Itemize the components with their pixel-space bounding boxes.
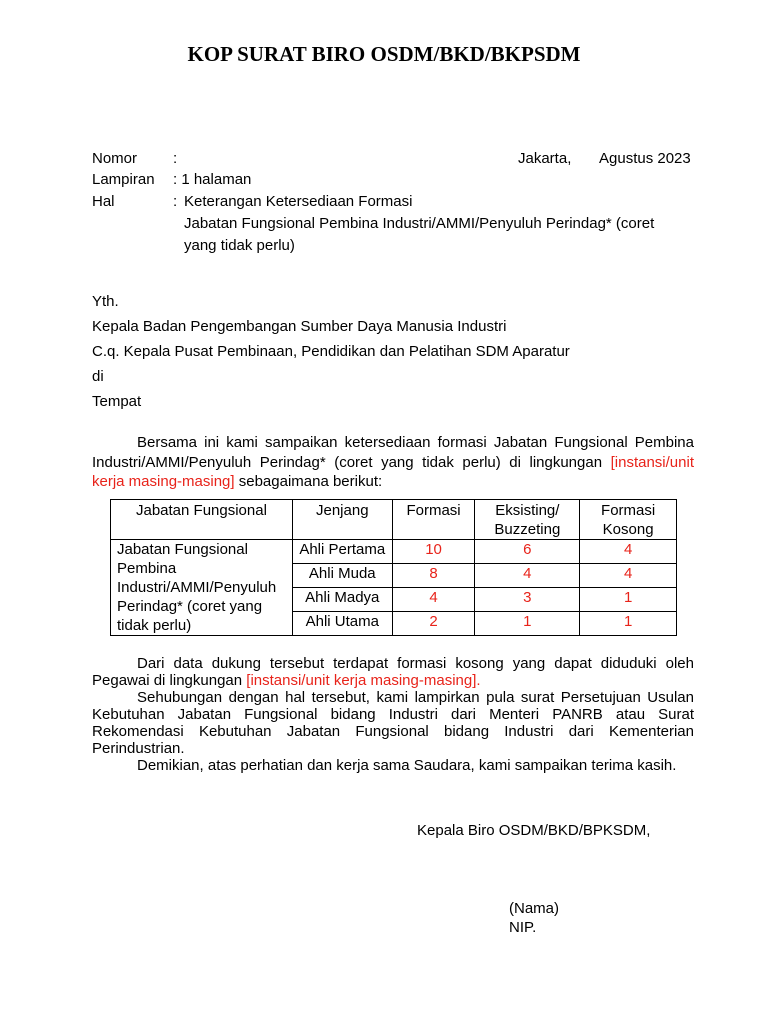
cell-jenjang: Ahli Muda <box>292 564 392 588</box>
paragraph-1 <box>92 655 694 689</box>
signature-title: Kepala Biro OSDM/BKD/BPKSDM, <box>417 822 651 839</box>
formasi-table <box>110 499 677 636</box>
cell-formasi: 8 <box>392 564 475 588</box>
cell-jenjang: Ahli Madya <box>292 588 392 612</box>
cell-eksisting: 1 <box>475 612 580 636</box>
intro-text: Bersama ini kami sampaikan ketersediaan formasi Jabatan Fungsional Pembina Industri/AMMI/Penyuluh Perindag* (coret yang tidak perlu) di lingkungan <box>92 434 694 471</box>
header-jenjang: Jenjang <box>292 500 392 540</box>
cell-formasi: 4 <box>392 588 475 612</box>
paragraph-2: Sehubungan dengan hal tersebut, kami lampirkan pula surat Persetujuan Usulan Kebutuhan Jabatan Fungsional bidang Industri dari Menteri PANRB atau Surat Rekomendasi Kebutuhan Jabatan Fungsional bidang Industri dari Kementerian Perindustrian. <box>92 689 694 757</box>
hal-line-2: Jabatan Fungsional Pembina Industri/AMMI/Penyuluh Perindag* (coret <box>184 215 655 232</box>
hal-line-3: yang tidak perlu) <box>184 237 295 254</box>
cell-jenjang: Ahli Utama <box>292 612 392 636</box>
cell-formasi: 2 <box>392 612 475 636</box>
table-row <box>111 540 677 564</box>
body-text <box>92 655 694 774</box>
header-formasi: Formasi <box>392 500 475 540</box>
cell-eksisting: 4 <box>475 564 580 588</box>
letter-date: Agustus 2023 <box>599 150 691 167</box>
cell-kosong: 1 <box>580 588 677 612</box>
recipient-yth: Yth. <box>92 293 119 310</box>
header-kosong: Formasi Kosong <box>580 500 677 540</box>
intro-highlight: [instansi/unit kerja masing-masing] <box>92 453 694 490</box>
recipient-di: di <box>92 368 104 385</box>
lampiran-label: Lampiran <box>92 171 155 188</box>
cell-jabatan: Jabatan Fungsional Pembina Industri/AMMI/Penyuluh Perindag* (coret yang tidak perlu) <box>111 540 293 636</box>
table-header-row <box>111 500 677 540</box>
recipient-tempat: Tempat <box>92 393 142 410</box>
paragraph-1-highlight: [instansi/unit kerja masing-masing]. <box>246 672 481 689</box>
cell-eksisting: 6 <box>475 540 580 564</box>
letter-city: Jakarta, <box>518 150 572 167</box>
header-eksisting: Eksisting/ Buzzeting <box>475 500 580 540</box>
letterhead-title: KOP SURAT BIRO OSDM/BKD/BKPSDM <box>187 42 581 66</box>
signature-nip: NIP. <box>509 919 537 936</box>
header-jabatan: Jabatan Fungsional <box>111 500 293 540</box>
nomor-value: : <box>173 150 178 167</box>
recipient-line-2: C.q. Kepala Pusat Pembinaan, Pendidikan dan Pelatihan SDM Aparatur <box>92 343 570 360</box>
cell-kosong: 1 <box>580 612 677 636</box>
intro-text-end: sebagaimana berikut: <box>234 473 383 490</box>
cell-eksisting: 3 <box>475 588 580 612</box>
paragraph-3: Demikian, atas perhatian dan kerja sama Saudara, kami sampaikan terima kasih. <box>137 757 677 774</box>
hal-line-1: Keterangan Ketersediaan Formasi <box>184 193 413 210</box>
cell-kosong: 4 <box>580 564 677 588</box>
lampiran-value: : 1 halaman <box>173 171 252 188</box>
nomor-label: Nomor <box>92 150 138 167</box>
cell-jenjang: Ahli Pertama <box>292 540 392 564</box>
signature-name: (Nama) <box>509 900 560 917</box>
hal-colon: : <box>173 193 178 210</box>
recipient-line-1: Kepala Badan Pengembangan Sumber Daya Manusia Industri <box>92 318 507 335</box>
cell-formasi: 10 <box>392 540 475 564</box>
intro-paragraph <box>92 433 694 492</box>
paragraph-1-text: Dari data dukung tersebut terdapat formasi kosong yang dapat diduduki oleh Pegawai di lingkungan <box>92 655 694 689</box>
cell-kosong: 4 <box>580 540 677 564</box>
hal-label: Hal <box>92 193 115 210</box>
